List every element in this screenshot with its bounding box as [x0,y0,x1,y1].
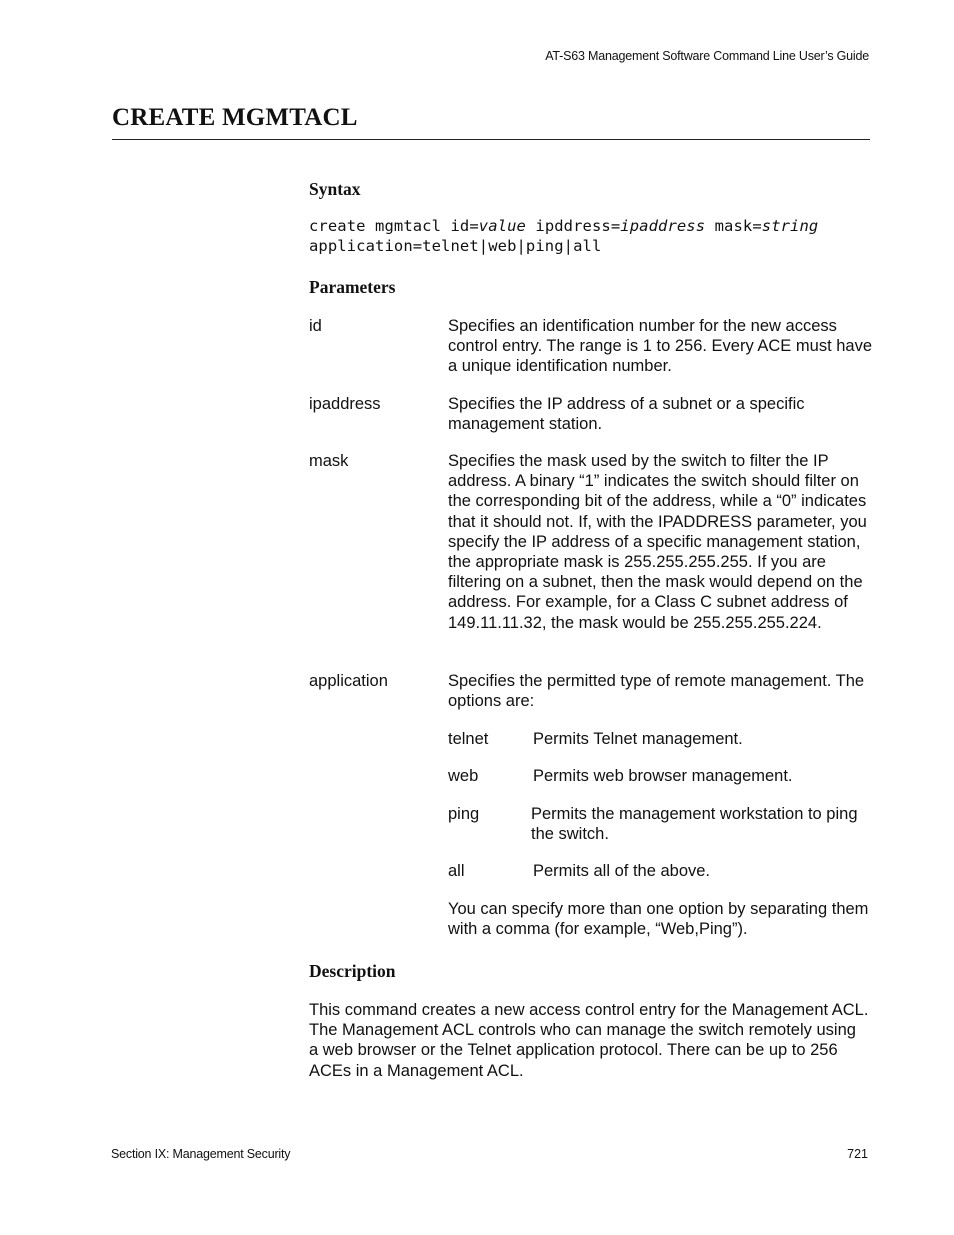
param-desc-mask: Specifies the mask used by the switch to filter the IP address. A binary “1” indicates the switch should filter on the corresponding bit of the address, while a “0” indicates that it should not. If, with the IPADDRESS parameter, you specify the IP address of a specific management station, the appropriate mask is 255.255.255.255. If you are filtering on a subnet, then the mask would depend on the address. For example, for a Class C subnet address of 149.11.11.32, the mask would be 255.255.255.224. [448,452,867,632]
param-name-mask: mask [309,452,349,470]
option-desc-ping: Permits the management workstation to ping the switch. [531,805,858,844]
description-body: This command creates a new access control entry for the Management ACL. The Management ACL controls who can manage the switch remotely using a web browser or the Telnet application protocol. There can be up to 256 ACEs in a Management ACL. [309,1001,869,1080]
option-name-telnet: telnet [448,730,489,748]
running-header: AT-S63 Management Software Command Line User’s Guide [545,49,869,63]
option-desc-all: Permits all of the above. [533,862,711,880]
options-note: You can specify more than one option by separating them with a comma (for example, “Web,Ping”). [448,900,869,939]
footer-page-number: 721 [847,1147,868,1161]
syntax-line-1: create mgmtacl id=value ipddress=ipaddress mask=string [309,217,819,235]
description-heading: Description [309,961,396,981]
option-desc-web: Permits web browser management. [533,767,793,785]
param-desc-id: Specifies an identification number for the new access control entry. The range is 1 to 256. Every ACE must have a unique identification number. [448,317,873,376]
syntax-line-2: application=telnet|web|ping|all [309,237,602,255]
option-desc-telnet: Permits Telnet management. [533,730,743,748]
param-desc-ipaddress: Specifies the IP address of a subnet or a specific management station. [448,395,805,434]
param-name-id: id [309,317,322,335]
option-name-all: all [448,862,465,880]
option-name-ping: ping [448,805,480,823]
title-divider [112,139,870,140]
option-name-web: web [448,767,479,785]
parameters-heading: Parameters [309,277,396,297]
param-name-ipaddress: ipaddress [309,395,381,413]
param-name-application: application [309,672,388,690]
footer-section: Section IX: Management Security [111,1147,291,1161]
page-title: CREATE MGMTACL [112,104,358,131]
param-desc-application: Specifies the permitted type of remote management. The options are: [448,672,865,711]
syntax-heading: Syntax [309,179,361,199]
